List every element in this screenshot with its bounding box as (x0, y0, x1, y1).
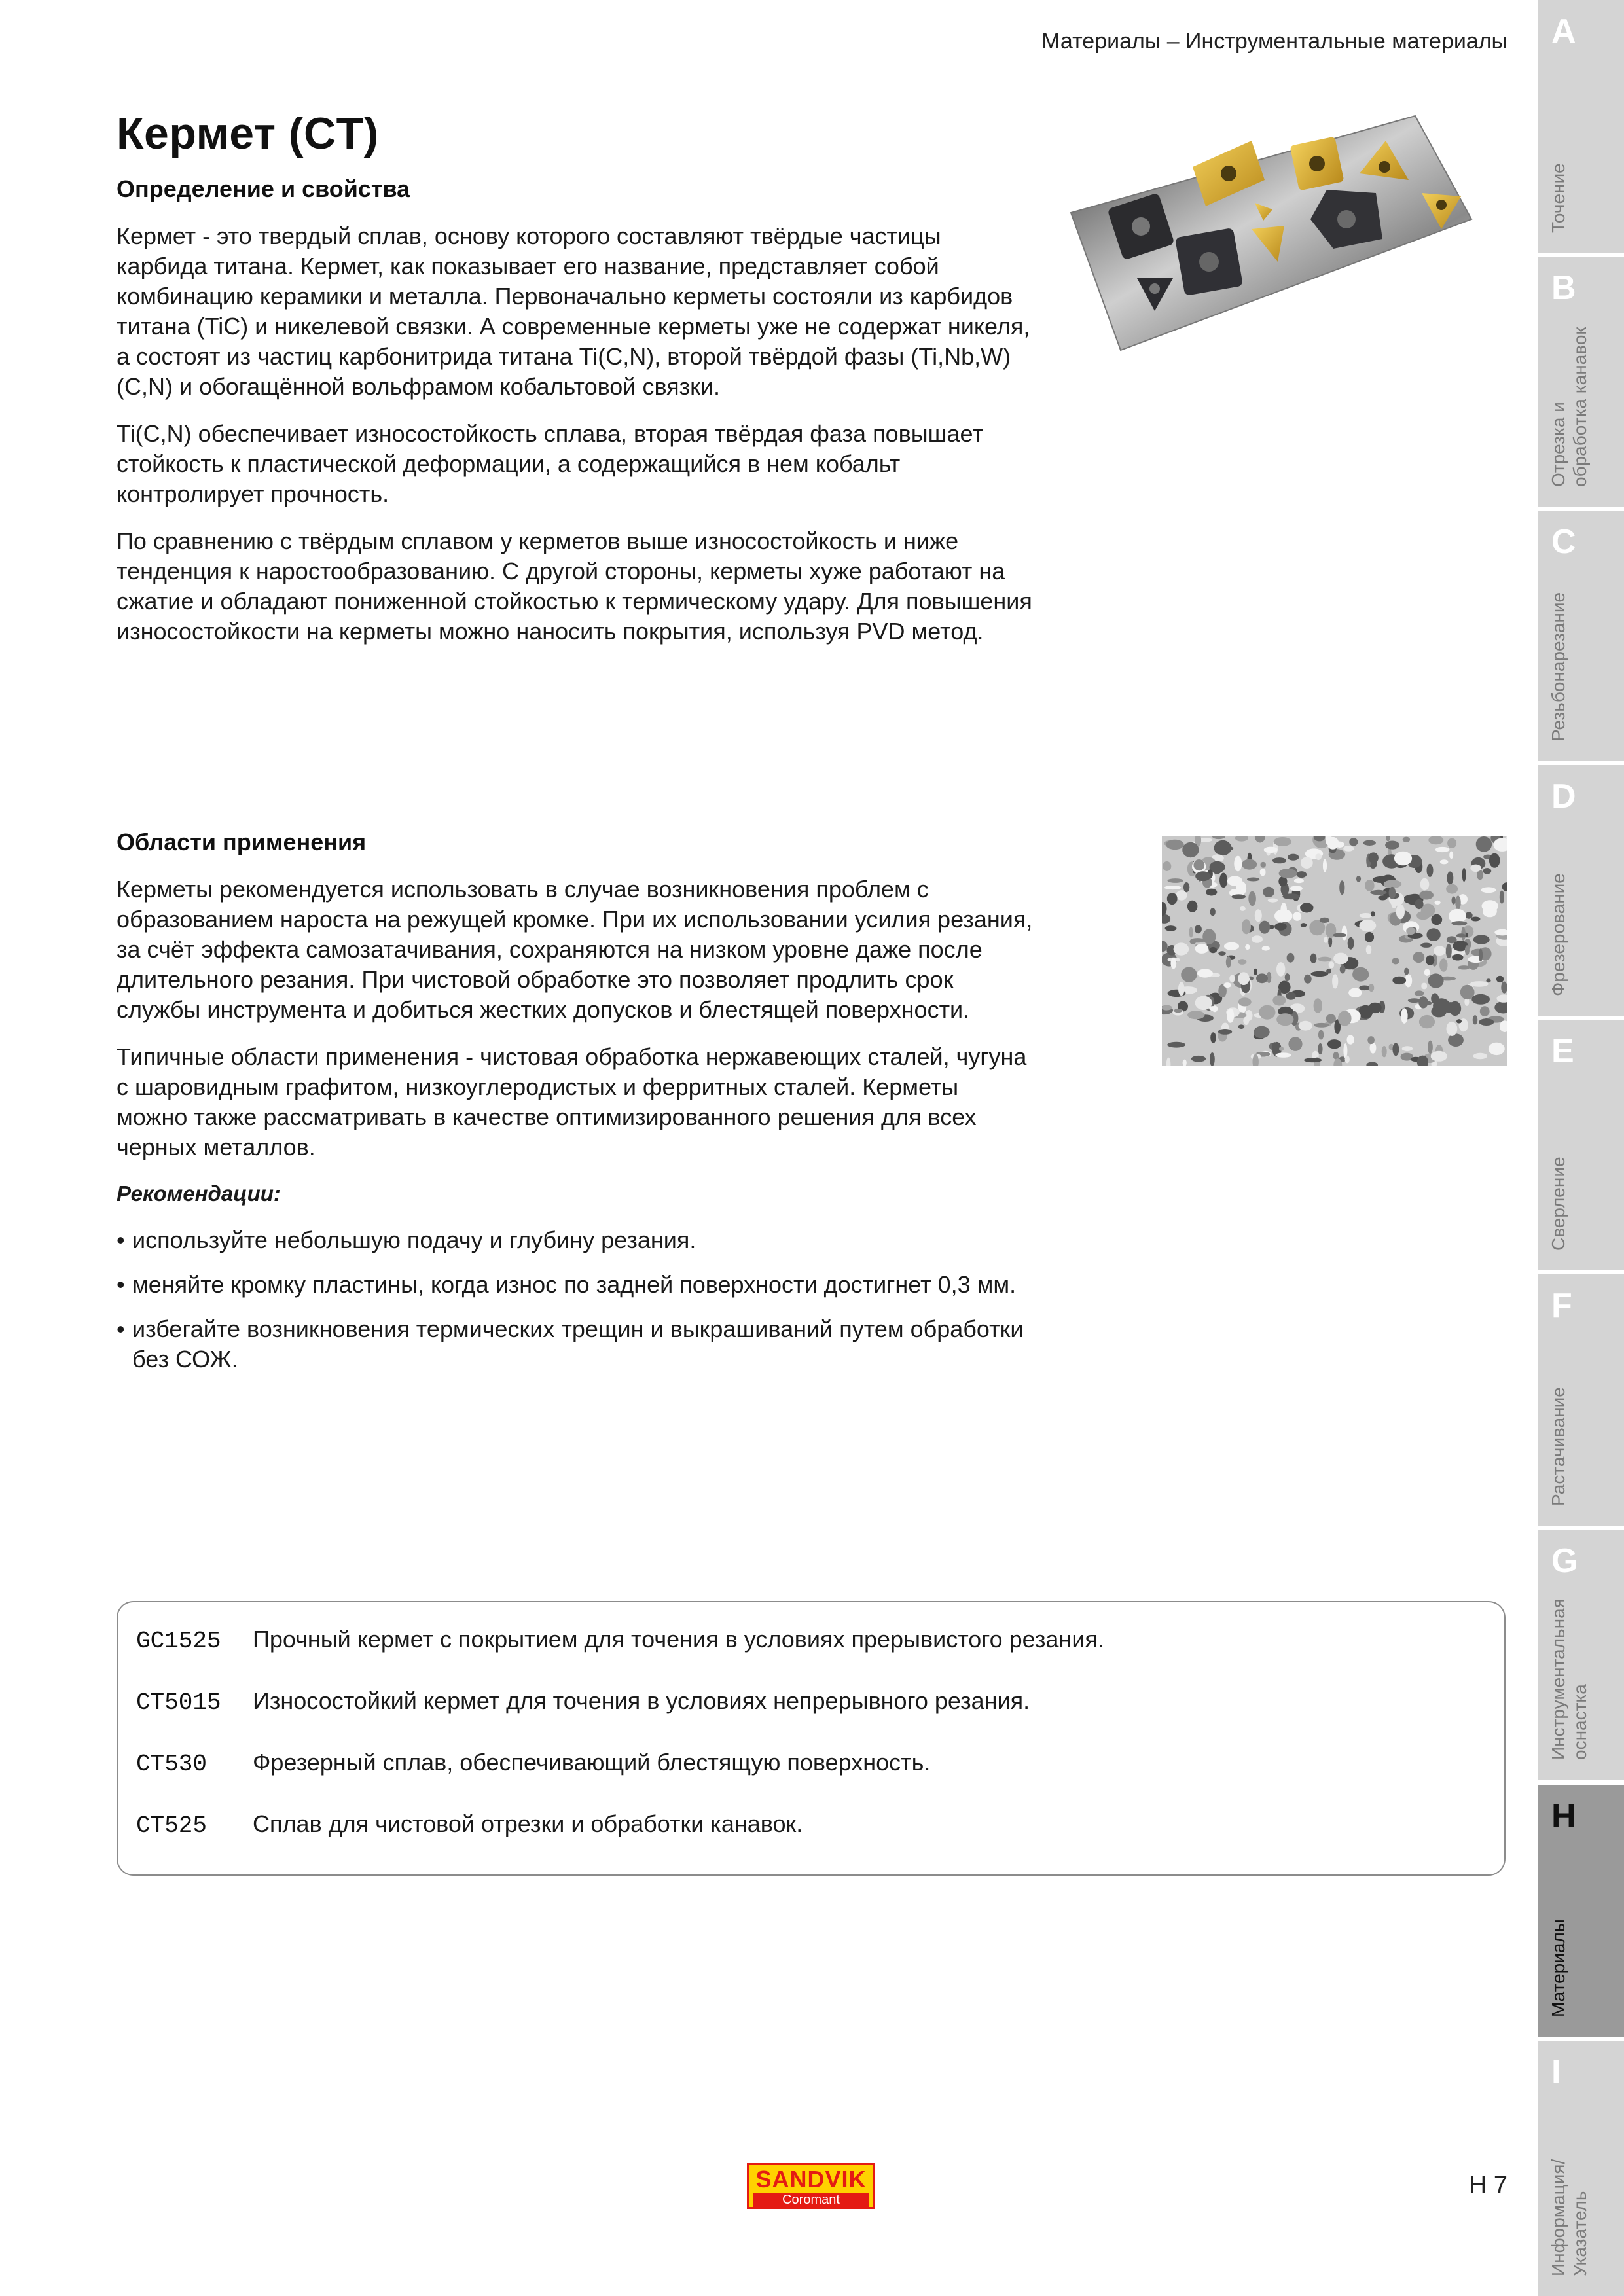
grain-mark (1439, 958, 1447, 972)
grain-mark (1262, 946, 1270, 950)
grain-mark (1263, 887, 1274, 897)
grain-mark (1217, 846, 1233, 851)
grain-mark (1259, 921, 1271, 934)
page-title: Кермет (CT) (117, 109, 379, 158)
grain-mark (1174, 1009, 1182, 1013)
paragraph: По сравнению с твёрдым сплавом у керметов выше износостойкость и ниже тенденция к наростообразованию. С другой стороны, керметы хуже работают на сжатие и обладают пониженной стойкостью к термическому удару. Для повышения износостойкости на керметы можно наносить покрытия, используя PVD метод. (117, 528, 1032, 645)
section-path: Материалы – Инструментальные материалы (1041, 29, 1507, 54)
grain-mark (1210, 1052, 1215, 1066)
grain-mark (1452, 921, 1468, 925)
tab-label: Информация/ Указатель (1548, 2159, 1590, 2276)
grain-mark (1195, 871, 1211, 881)
table-row (136, 1749, 930, 1778)
grain-mark (1462, 868, 1466, 882)
grain-mark (1174, 942, 1189, 955)
grain-mark (1310, 954, 1317, 963)
grain-mark (1427, 864, 1434, 877)
grain-mark (1274, 909, 1293, 923)
grain-mark (1293, 912, 1301, 921)
grain-mark (1449, 852, 1453, 859)
grain-mark (1415, 990, 1424, 996)
grain-mark (1368, 852, 1379, 863)
grain-mark (1304, 1058, 1322, 1062)
grain-mark (1420, 943, 1432, 948)
grain-mark (1456, 933, 1466, 937)
grain-mark (1359, 986, 1370, 991)
tab-letter: D (1551, 778, 1576, 816)
grain-mark (1428, 1041, 1433, 1054)
grain-mark (1340, 965, 1346, 974)
grain-mark (1248, 891, 1256, 906)
tab-label: Сверление (1548, 1157, 1568, 1251)
list-item: • используйте небольшую подачу и глубину резания. (117, 1225, 1033, 1255)
sidebar-tab-d[interactable] (1538, 765, 1624, 1016)
grain-mark (1229, 975, 1235, 982)
grain-mark (1333, 933, 1346, 937)
grain-mark (1187, 1011, 1204, 1019)
grain-mark (1318, 1030, 1324, 1040)
grain-mark (1392, 958, 1399, 964)
grain-mark (1348, 937, 1354, 950)
grain-mark (1473, 1053, 1487, 1060)
list-item: • избегайте возникновения термических трещин и выкрашиваний путем обработки без СОЖ. (117, 1316, 1024, 1372)
grain-mark (1473, 935, 1490, 944)
grain-mark (1227, 1009, 1234, 1023)
grain-mark (1403, 837, 1410, 842)
grain-mark (1428, 973, 1444, 988)
sidebar-tab-a[interactable] (1538, 0, 1624, 253)
grain-mark (1424, 969, 1430, 976)
grain-mark (1382, 1046, 1387, 1057)
grain-mark (1420, 878, 1430, 891)
grain-mark (1402, 1046, 1413, 1051)
grain-mark (1479, 948, 1483, 961)
grain-mark (1415, 899, 1423, 909)
grain-mark (1242, 919, 1251, 934)
tab-letter: C (1551, 523, 1576, 561)
grain-mark (1167, 893, 1178, 905)
grain-mark (1483, 906, 1496, 917)
grain-mark (1320, 918, 1329, 923)
grain-mark (1452, 954, 1463, 961)
grain-mark (1226, 956, 1231, 968)
grain-mark (1419, 1015, 1435, 1028)
grain-mark (1501, 982, 1507, 994)
grain-mark (1392, 1043, 1399, 1056)
grain-mark (1367, 1036, 1375, 1044)
microstructure-image (1162, 836, 1507, 1066)
grain-mark (1297, 871, 1307, 878)
grain-mark (1435, 901, 1441, 905)
grain-mark (1288, 1037, 1302, 1051)
tab-label: Точение (1548, 163, 1568, 233)
grain-mark (1471, 917, 1480, 922)
grain-mark (1406, 927, 1415, 935)
grain-mark (1385, 841, 1399, 850)
grain-mark (1301, 923, 1307, 927)
grain-mark (1401, 1008, 1407, 1024)
grain-mark (1447, 1022, 1458, 1036)
section-sidebar (1538, 0, 1624, 2296)
grain-mark (1371, 911, 1375, 916)
grain-mark (1368, 1003, 1381, 1013)
grain-mark (1338, 1011, 1352, 1026)
grain-mark (1164, 886, 1182, 889)
grain-mark (1455, 895, 1460, 910)
grain-mark (1471, 949, 1486, 956)
grain-mark (1446, 944, 1452, 958)
tab-letter: G (1551, 1542, 1578, 1580)
logo-sub: Coromant (753, 2193, 869, 2207)
grain-mark (1252, 935, 1263, 943)
grain-mark (1181, 967, 1197, 982)
grain-mark (1243, 1017, 1249, 1025)
grain-mark (1285, 973, 1290, 981)
grain-mark (1339, 880, 1344, 895)
grain-mark (1232, 894, 1246, 899)
sidebar-tab-e[interactable] (1538, 1020, 1624, 1270)
grain-mark (1268, 899, 1278, 903)
tab-label: Материалы (1548, 1919, 1568, 2017)
grain-mark (1227, 876, 1242, 886)
grain-mark (1279, 1047, 1284, 1051)
grain-mark (1447, 838, 1456, 848)
grain-mark (1287, 953, 1295, 963)
sidebar-tab-i[interactable] (1538, 2041, 1624, 2296)
grain-mark (1394, 852, 1412, 866)
grain-mark (1348, 988, 1362, 997)
grain-mark (1259, 1005, 1275, 1020)
grain-mark (1191, 1056, 1206, 1062)
grain-mark (1347, 1035, 1354, 1045)
grain-mark (1238, 1024, 1244, 1029)
grain-mark (1311, 971, 1329, 977)
list-item: • меняйте кромку пластины, когда износ по задней поверхности достигнет 0,3 мм. (117, 1270, 1033, 1300)
grain-mark (1315, 853, 1322, 860)
tab-label: Отрезка и обработка канавок (1548, 327, 1590, 487)
grain-mark (1426, 955, 1434, 965)
grain-mark (1452, 897, 1456, 905)
bullet-icon: • (117, 1316, 125, 1342)
grain-mark (1489, 853, 1500, 868)
grain-mark (1396, 905, 1405, 920)
grade-code: CT530 (136, 1751, 208, 1778)
grain-mark (1274, 837, 1291, 846)
grain-mark (1189, 927, 1193, 937)
grain-mark (1418, 996, 1428, 1008)
grain-mark (1247, 878, 1259, 882)
grain-mark (1286, 992, 1295, 1000)
grain-mark (1279, 869, 1297, 878)
grain-mark (1323, 859, 1327, 872)
grain-mark (1324, 937, 1327, 942)
grain-mark (1370, 890, 1386, 895)
grain-mark (1483, 868, 1492, 874)
grain-mark (1238, 959, 1246, 965)
grain-mark (1486, 978, 1490, 982)
grain-mark (1369, 984, 1374, 992)
grain-mark (1366, 945, 1372, 954)
logo-brand: SANDVIK (755, 2166, 867, 2193)
grain-mark (1419, 891, 1434, 900)
grade-description: Фрезерный сплав, обеспечивающий блестящую поверхность. (253, 1749, 931, 1776)
grain-mark (1260, 862, 1266, 868)
grain-mark (1189, 939, 1196, 944)
grain-mark (1435, 847, 1450, 852)
grain-mark (1209, 947, 1217, 953)
grain-mark (1183, 882, 1189, 892)
grade-description: Прочный кермет с покрытием для точения в условиях прерывистого резания. (253, 1626, 1104, 1653)
grain-mark (1213, 867, 1221, 874)
grain-mark (1426, 928, 1440, 941)
grain-mark (1242, 859, 1257, 870)
grain-mark (1333, 953, 1348, 965)
grain-mark (1224, 942, 1239, 950)
grain-mark (1272, 1042, 1278, 1051)
grain-mark (1276, 1052, 1291, 1057)
grain-mark (1260, 869, 1266, 876)
grain-mark (1195, 925, 1202, 933)
grain-mark (1489, 1043, 1505, 1055)
grain-mark (1446, 884, 1458, 894)
grain-mark (1238, 997, 1252, 1006)
grain-mark (1360, 920, 1377, 932)
grain-mark (1218, 951, 1225, 956)
paragraph: Ti(C,N) обеспечивает износостойкость сплава, вторая твёрдая фаза повышает стойкость к пластической деформации, а содержащийся в нем кобальт контролирует прочность. (117, 420, 983, 507)
grain-mark (1272, 857, 1286, 863)
grain-mark (1218, 1029, 1232, 1035)
grain-mark (1264, 847, 1278, 853)
grain-mark (1163, 861, 1171, 871)
grain-mark (1343, 846, 1354, 852)
grain-mark (1435, 999, 1439, 1011)
grain-mark (1365, 932, 1374, 942)
table-row (136, 1810, 803, 1839)
sidebar-tab-f[interactable] (1538, 1274, 1624, 1526)
grain-mark (1182, 842, 1199, 857)
grain-mark (1187, 901, 1198, 912)
grain-mark (1206, 889, 1217, 896)
tab-letter: H (1551, 1797, 1576, 1835)
tab-letter: F (1551, 1287, 1572, 1325)
grain-mark (1431, 914, 1442, 925)
grain-mark (1318, 957, 1332, 962)
grain-mark (1332, 974, 1338, 988)
grain-mark (1360, 913, 1373, 918)
grain-mark (1195, 944, 1209, 954)
grain-mark (1440, 859, 1449, 864)
grain-mark (1210, 908, 1216, 916)
tab-letter: B (1551, 269, 1576, 307)
grain-mark (1470, 981, 1489, 987)
sidebar-tab-c[interactable] (1538, 511, 1624, 761)
sidebar-tab-g[interactable] (1538, 1530, 1624, 1780)
tab-label: Инструментальная оснастка (1548, 1598, 1590, 1760)
grain-mark (1431, 1051, 1447, 1062)
grain-mark (1178, 982, 1185, 996)
grain-mark (1197, 969, 1213, 977)
grain-mark (1421, 983, 1427, 990)
grain-mark (1240, 906, 1246, 911)
grain-mark (1365, 880, 1374, 891)
section-heading-applications: Области применения (117, 829, 367, 855)
applications-text (117, 874, 1033, 1389)
grain-mark (1458, 965, 1470, 969)
grain-mark (1342, 925, 1348, 940)
grain-mark (1274, 923, 1287, 931)
grain-mark (1470, 865, 1481, 872)
grain-mark (1165, 925, 1177, 931)
grain-mark (1276, 962, 1285, 977)
sandvik-coromant-logo (747, 2163, 875, 2209)
grain-mark (1345, 1056, 1350, 1064)
grain-mark (1329, 961, 1335, 968)
grade-code: GC1525 (136, 1628, 221, 1655)
grain-mark (1304, 975, 1312, 984)
grade-description: Износостойкий кермет для точения в условиях непрерывного резания. (253, 1687, 1030, 1714)
grain-mark (1219, 873, 1227, 888)
grain-mark (1238, 972, 1249, 985)
page-number: H 7 (1468, 2172, 1507, 2199)
grain-mark (1471, 994, 1490, 1005)
grain-mark (1314, 1023, 1329, 1028)
grain-mark (1202, 929, 1216, 944)
sidebar-tab-b[interactable] (1538, 257, 1624, 507)
bullet-icon: • (117, 1227, 125, 1253)
grain-mark (1256, 973, 1268, 983)
grades-table (117, 1601, 1506, 1876)
tab-label: Резьбонарезание (1548, 592, 1568, 742)
grade-code: CT525 (136, 1812, 208, 1839)
recommendations-heading: Рекомендации: (117, 1181, 281, 1206)
grain-mark (1318, 1043, 1322, 1054)
grain-mark (1408, 998, 1421, 1003)
grain-mark (1480, 1006, 1490, 1016)
grade-code: CT5015 (136, 1689, 221, 1716)
grain-mark (1223, 982, 1231, 988)
grain-mark (1168, 878, 1183, 883)
grain-mark (1479, 1018, 1494, 1026)
sidebar-tab-h[interactable] (1538, 1785, 1624, 2037)
paragraph: Типичные области применения - чистовая обработка нержавеющих сталей, чугуна с шаровидным графитом, низкоуглеродистых и ферритных сталей. Керметы можно также рассматривать в качестве оптимизированного решения для всех черных металлов. (117, 1043, 1027, 1160)
grain-mark (1413, 952, 1425, 963)
table-row (136, 1687, 1030, 1716)
grain-mark (1481, 887, 1496, 893)
grain-mark (1326, 1014, 1336, 1023)
grain-mark (1389, 887, 1396, 899)
grain-mark (1290, 886, 1303, 891)
grain-mark (1272, 996, 1286, 1006)
grain-mark (1333, 1052, 1339, 1059)
grain-mark (1282, 893, 1300, 899)
grade-description: Сплав для чистовой отрезки и обработки канавок. (253, 1810, 803, 1837)
grain-mark (1167, 1042, 1185, 1048)
grain-mark (1254, 969, 1257, 975)
paragraph: Кермет - это твердый сплав, основу которого составляют твёрдые частицы карбида титана. Кермет, как показывает его название, представляет собой комбинацию керамики и металла. Первоначально керметы состояли из карбидов титана (TiC) и никелевой связки. А современные керметы уже не содержат никеля, а состоят из частиц карбонитрида титана Ti(C,N), второй твёрдой фазы (Ti,Nb,W)(C,N) и обогащённой вольфрамом кобальтовой связки. (117, 223, 1030, 400)
grain-mark (1392, 977, 1406, 984)
grain-mark (1352, 967, 1369, 982)
grain-mark (1476, 836, 1492, 852)
grain-mark (1234, 856, 1242, 872)
grain-mark (1327, 1039, 1341, 1049)
tab-letter: A (1551, 12, 1576, 50)
grain-mark (1254, 1026, 1270, 1039)
grain-mark (1193, 859, 1204, 870)
grain-mark (1299, 1021, 1312, 1031)
grain-mark (1496, 976, 1504, 982)
tab-label: Растачивание (1548, 1387, 1568, 1506)
grain-mark (1370, 1043, 1377, 1054)
grain-mark (1356, 876, 1361, 882)
section-heading-definition: Определение и свойства (117, 175, 410, 202)
paragraph: Керметы рекомендуется использовать в случае возникновения проблем с образованием нароста на режущей кромке. При их использовании усилия резания, за счёт эффекта самозатачивания, сохраняются на низком уровне даже после длительного резания. При чистовой обработке это позволяет продлить срок службы инструмента и добиться жестких допусков и блестящей поверхности. (117, 876, 1033, 1023)
grain-mark (1210, 1032, 1216, 1043)
grain-mark (1404, 968, 1409, 975)
grain-mark (1473, 1015, 1478, 1024)
grain-mark (1245, 944, 1250, 950)
grain-mark (1300, 903, 1313, 912)
tab-label: Фрезерование (1548, 873, 1568, 996)
grain-mark (1255, 909, 1262, 922)
grain-mark (1363, 840, 1376, 846)
bullet-icon: • (117, 1271, 125, 1298)
cermet-inserts-image (1068, 115, 1474, 353)
grain-mark (1170, 958, 1176, 969)
grain-mark (1447, 872, 1454, 885)
tab-letter: E (1551, 1032, 1574, 1070)
grain-mark (1209, 1006, 1216, 1011)
grain-mark (1301, 857, 1313, 869)
grain-mark (1456, 1019, 1462, 1023)
grain-mark (1288, 854, 1299, 861)
grain-mark (1434, 946, 1446, 956)
grain-mark (1314, 998, 1322, 1013)
grain-mark (1465, 945, 1470, 955)
grain-mark (1276, 1013, 1293, 1026)
grain-mark (1500, 891, 1504, 904)
grain-mark (1294, 878, 1304, 883)
grain-mark (1166, 840, 1184, 850)
table-row (136, 1626, 1104, 1655)
tab-letter: I (1551, 2053, 1561, 2091)
grain-mark (1349, 838, 1358, 846)
definition-text (117, 221, 1033, 664)
